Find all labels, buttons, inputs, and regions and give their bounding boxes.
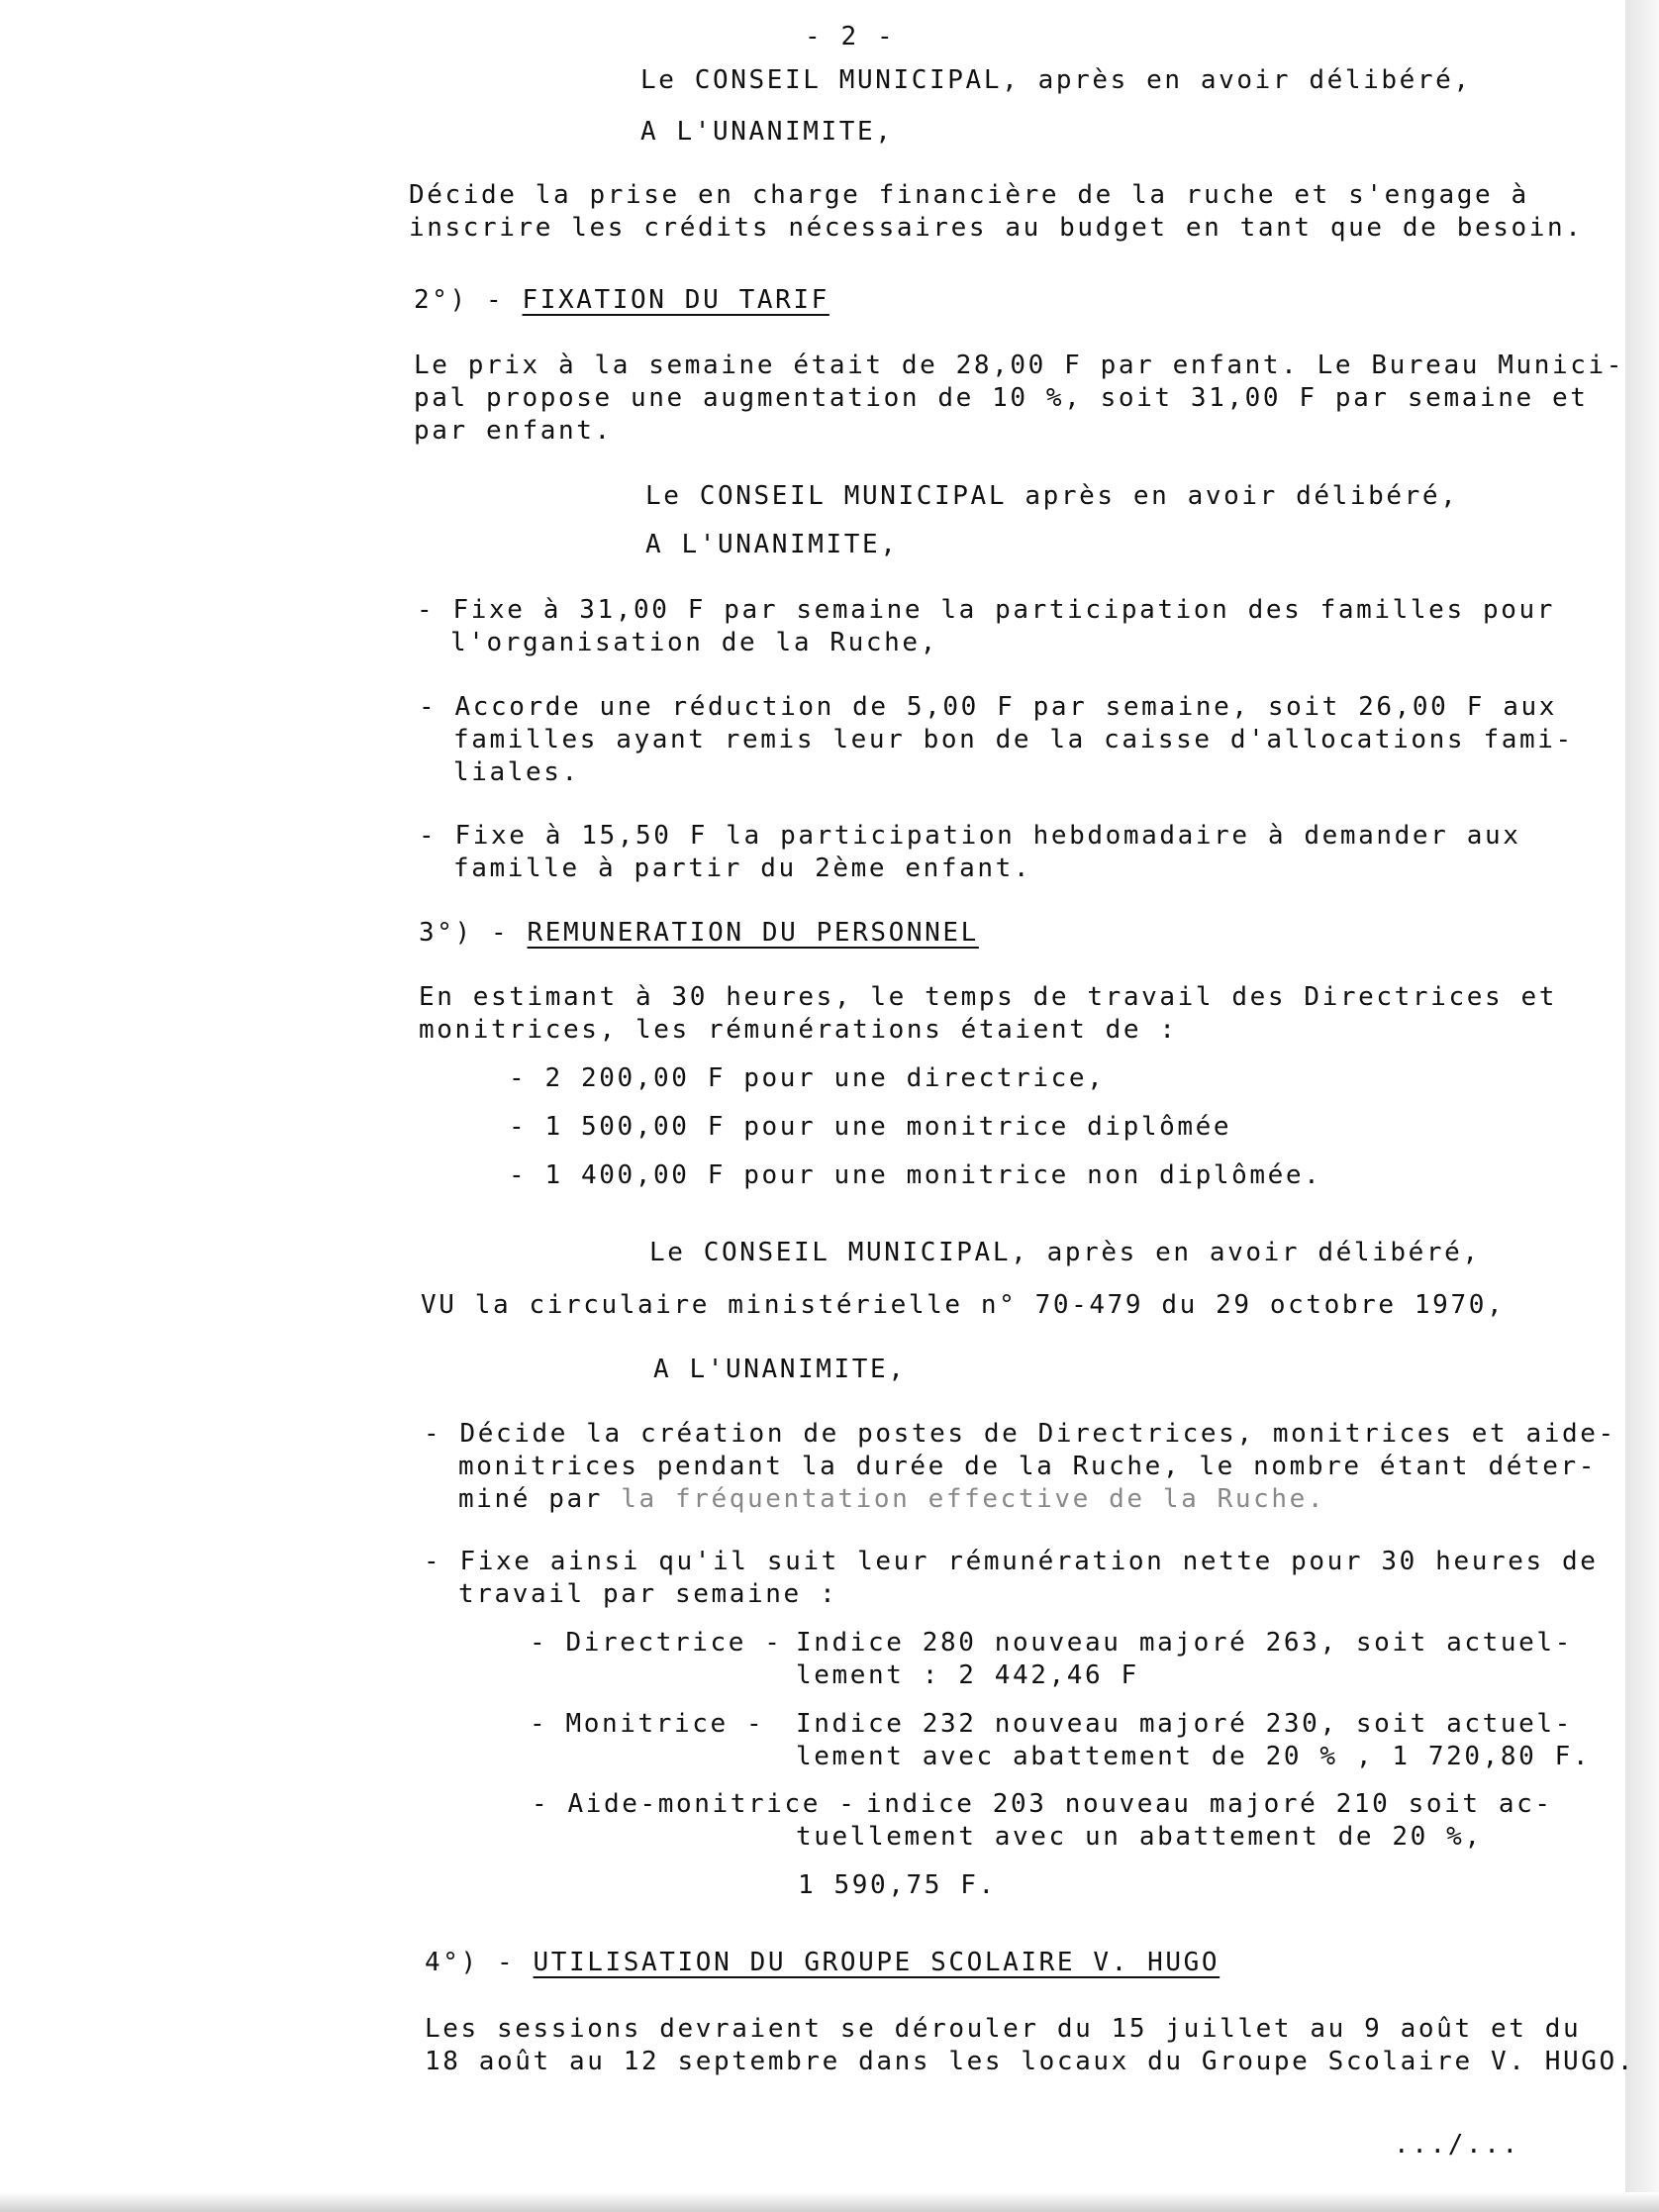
- section-title: UTILISATION DU GROUPE SCOLAIRE V. HUGO: [533, 1948, 1220, 1977]
- section-heading: [425, 1947, 1220, 1979]
- paragraph-line: pal propose une augmentation de 10 %, soit 31,00 F par semaine et: [414, 383, 1589, 413]
- paragraph-line: par enfant.: [414, 416, 613, 446]
- section-title: REMUNERATION DU PERSONNEL: [527, 918, 979, 948]
- list-item: - Décide la création de postes de Directrices, monitrices et aide-: [424, 1419, 1616, 1449]
- list-item-continuation: [458, 1483, 1325, 1516]
- role-label: - Aide-monitrice -: [532, 1789, 857, 1819]
- faded-text: la fréquentation effective de la Ruche.: [621, 1484, 1326, 1514]
- decision-paragraph-line: Décide la prise en charge financière de la ruche et s'engage à: [409, 180, 1529, 210]
- role-description: tuellement avec un abattement de 20 %,: [796, 1822, 1483, 1852]
- list-item-continuation: liales.: [453, 757, 580, 787]
- continuation-mark: .../...: [1394, 2130, 1520, 2160]
- unanimity-line: A L'UNANIMITE,: [640, 117, 894, 147]
- unanimity-line: A L'UNANIMITE,: [645, 530, 899, 559]
- unanimity-line: A L'UNANIMITE,: [653, 1355, 907, 1384]
- section-title: FIXATION DU TARIF: [522, 285, 830, 315]
- section-number: 3°) -: [419, 918, 528, 948]
- section-heading: [414, 284, 830, 317]
- list-item: - Fixe à 31,00 F par semaine la participation des familles pour: [417, 595, 1555, 625]
- paragraph-line: En estimant à 30 heures, le temps de travail des Directrices et: [419, 982, 1557, 1012]
- list-item: - Fixe à 15,50 F la participation hebdomadaire à demander aux: [419, 821, 1521, 851]
- salary-item: - 1 500,00 F pour une monitrice diplômée: [509, 1112, 1232, 1142]
- section-heading: [419, 917, 979, 950]
- role-description: indice 203 nouveau majoré 210 soit ac-: [866, 1789, 1553, 1819]
- role-description: lement : 2 442,46 F: [796, 1660, 1139, 1690]
- role-label: - Monitrice -: [530, 1709, 765, 1739]
- role-description: Indice 232 nouveau majoré 230, soit actuel-: [796, 1709, 1573, 1739]
- line-start: miné par: [458, 1484, 622, 1514]
- role-amount: 1 590,75 F.: [798, 1870, 997, 1900]
- council-deliberation-line: Le CONSEIL MUNICIPAL après en avoir délibéré,: [645, 481, 1459, 511]
- list-item-continuation: familles ayant remis leur bon de la caisse d'allocations fami-: [453, 725, 1574, 754]
- role-description: lement avec abattement de 20 % , 1 720,80 F.: [796, 1742, 1592, 1771]
- salary-item: - 2 200,00 F pour une directrice,: [509, 1063, 1106, 1093]
- page-edge-shadow: [1625, 0, 1659, 2212]
- salary-item: - 1 400,00 F pour une monitrice non diplômée.: [509, 1160, 1322, 1190]
- page-bottom-shadow: [0, 2192, 1659, 2212]
- role-label: - Directrice -: [530, 1628, 783, 1658]
- role-description: Indice 280 nouveau majoré 263, soit actuel-: [796, 1628, 1573, 1658]
- paragraph-line: Les sessions devraient se dérouler du 15 juillet au 9 août et du: [425, 2014, 1582, 2044]
- list-item-continuation: monitrices pendant la durée de la Ruche, le nombre étant déter-: [458, 1452, 1597, 1481]
- vu-circular-line: VU la circulaire ministérielle n° 70-479 du 29 octobre 1970,: [421, 1290, 1506, 1320]
- list-item-continuation: travail par semaine :: [458, 1579, 838, 1609]
- council-deliberation-line: Le CONSEIL MUNICIPAL, après en avoir délibéré,: [640, 65, 1472, 95]
- paragraph-line: 18 août au 12 septembre dans les locaux du Groupe Scolaire V. HUGO.: [425, 2047, 1635, 2076]
- paragraph-line: monitrices, les rémunérations étaient de :: [419, 1015, 1178, 1045]
- list-item-continuation: l'organisation de la Ruche,: [450, 628, 938, 657]
- paragraph-line: Le prix à la semaine était de 28,00 F par enfant. Le Bureau Munici-: [414, 351, 1624, 380]
- list-item: - Fixe ainsi qu'il suit leur rémunération nette pour 30 heures de: [424, 1547, 1599, 1576]
- page-number: - 2 -: [805, 22, 896, 51]
- council-deliberation-line: Le CONSEIL MUNICIPAL, après en avoir délibéré,: [649, 1238, 1481, 1267]
- section-number: 4°) -: [425, 1948, 534, 1977]
- list-item-continuation: famille à partir du 2ème enfant.: [453, 854, 1032, 883]
- list-item: - Accorde une réduction de 5,00 F par semaine, soit 26,00 F aux: [419, 692, 1557, 722]
- decision-paragraph-line: inscrire les crédits nécessaires au budget en tant que de besoin.: [409, 213, 1584, 243]
- section-number: 2°) -: [414, 285, 523, 315]
